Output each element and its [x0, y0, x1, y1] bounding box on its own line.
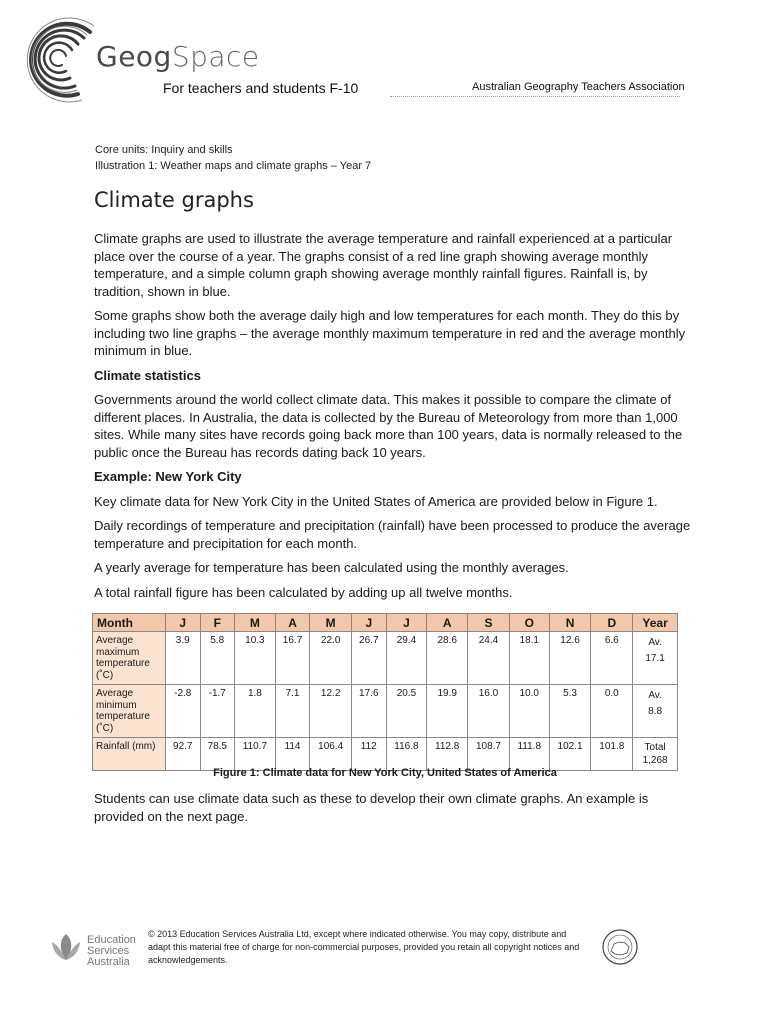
paragraph-5: Daily recordings of temperature and precipitation (rainfall) have been processed to produce the average temperature and precipitation for each month. — [94, 518, 691, 551]
table-cell: 10.3 — [235, 632, 276, 685]
document-meta — [95, 142, 371, 174]
table-cell: -1.7 — [200, 685, 235, 738]
table-cell: 5.3 — [549, 685, 591, 738]
header-month-cell: J — [166, 614, 201, 632]
figure-caption: Figure 1: Climate data for New York City, United States of America — [213, 767, 557, 779]
table-row — [93, 685, 678, 738]
row-label: Average maximum temperature (˚C) — [93, 632, 166, 685]
table-cell: 1.8 — [235, 685, 276, 738]
year-cell — [633, 738, 678, 771]
header-divider — [390, 96, 680, 98]
year-cell — [633, 632, 678, 685]
row-label: Average minimum temperature (˚C) — [93, 685, 166, 738]
table-cell: 12.2 — [310, 685, 352, 738]
paragraph-7: A total rainfall figure has been calculated by adding up all twelve months. — [94, 584, 513, 600]
paragraph-6: A yearly average for temperature has been calculated using the monthly averages. — [94, 560, 569, 575]
year-value: 1,268 — [642, 755, 668, 766]
table-cell: 6.6 — [591, 632, 633, 685]
year-label: Total — [644, 742, 666, 753]
header-month: Month — [93, 614, 166, 632]
table-cell: 3.9 — [166, 632, 201, 685]
table-cell: 7.1 — [275, 685, 310, 738]
table-cell: 28.6 — [427, 632, 468, 685]
brand-wordmark — [96, 40, 260, 73]
header-month-cell: J — [386, 614, 427, 632]
page-title: Climate graphs — [94, 188, 254, 212]
heading-climate-statistics: Climate statistics — [94, 367, 201, 383]
table-row — [93, 738, 678, 771]
header-month-cell: N — [549, 614, 591, 632]
header-month-cell: M — [235, 614, 276, 632]
header-month-cell: A — [427, 614, 468, 632]
header-year: Year — [633, 614, 678, 632]
table-cell: 18.1 — [509, 632, 549, 685]
header-month-cell: D — [591, 614, 633, 632]
table-cell: 78.5 — [200, 738, 235, 771]
table-cell: 110.7 — [235, 738, 276, 771]
header-month-cell: F — [200, 614, 235, 632]
header-month-cell: J — [352, 614, 387, 632]
year-value: 8.8 — [648, 706, 663, 717]
table-cell: 26.7 — [352, 632, 387, 685]
table-cell: 16.0 — [468, 685, 510, 738]
table-cell: 92.7 — [166, 738, 201, 771]
climate-data-table — [92, 613, 678, 771]
header-month-cell: O — [509, 614, 549, 632]
esa-line-3: Australia — [87, 956, 130, 968]
header-month-cell: A — [275, 614, 310, 632]
row-label: Rainfall (mm) — [93, 738, 166, 771]
copyright-notice: © 2013 Education Services Australia Ltd, except where indicated otherwise. You may copy, distribute and adapt this material free of charge for non-commercial purposes, provided you retain all copyright notices and acknowledgements. — [148, 929, 580, 965]
paragraph-3: Governments around the world collect climate data. This makes it possible to compare the climate of different places. In Australia, the data is collected by the Bureau of Meteorology from more than 1,000 sites. While many sites have records going back more than 100 years, data is normally released to the public once the Bureau has records dating back 10 years. — [94, 392, 683, 460]
table-cell: 106.4 — [310, 738, 352, 771]
paragraph-1: Climate graphs are used to illustrate the average temperature and rainfall experienced at a particular place over the course of a year. The graphs consist of a red line graph showing average monthly temperature, and a simple column graph showing average monthly rainfall figures. Rainfall is, by tradition, shown in blue. — [94, 231, 673, 299]
table-cell: 22.0 — [310, 632, 352, 685]
page-header — [0, 0, 770, 110]
esa-wordmark — [87, 935, 136, 968]
geogspace-swirl-logo-icon — [20, 14, 100, 104]
table-cell: 101.8 — [591, 738, 633, 771]
paragraph-4: Key climate data for New York City in the United States of America are provided below in Figure 1. — [94, 493, 658, 509]
header-month-cell: M — [310, 614, 352, 632]
core-unit-line: Core units: Inquiry and skills — [95, 144, 233, 156]
table-cell: 114 — [275, 738, 310, 771]
table-cell: 19.9 — [427, 685, 468, 738]
table-cell: 112 — [352, 738, 387, 771]
table-cell: 12.6 — [549, 632, 591, 685]
brand-main: Geog — [96, 40, 172, 73]
esa-line-2: Services — [87, 945, 130, 957]
table-cell: 5.8 — [200, 632, 235, 685]
illustration-line: Illustration 1: Weather maps and climate graphs – Year 7 — [95, 160, 372, 172]
body-content — [94, 230, 694, 608]
table-cell: 10.0 — [509, 685, 549, 738]
table-cell: -2.8 — [166, 685, 201, 738]
year-value: 17.1 — [645, 653, 665, 664]
brand-second: Space — [171, 40, 260, 73]
header-association: Australian Geography Teachers Association — [472, 81, 685, 93]
year-label: Av. — [648, 690, 662, 701]
header-tagline: For teachers and students F-10 — [163, 80, 359, 96]
table-cell: 17.6 — [352, 685, 387, 738]
table-cell: 16.7 — [275, 632, 310, 685]
year-cell — [633, 685, 678, 738]
esa-lotus-logo-icon — [48, 930, 84, 964]
table-cell: 0.0 — [591, 685, 633, 738]
agta-seal-icon — [600, 927, 640, 967]
table-row — [93, 632, 678, 685]
heading-example: Example: New York City — [94, 469, 242, 484]
esa-line-1: Education — [87, 934, 136, 946]
table-cell: 111.8 — [509, 738, 549, 771]
table-cell: 24.4 — [468, 632, 510, 685]
header-month-cell: S — [468, 614, 510, 632]
table-cell: 108.7 — [468, 738, 510, 771]
table-cell: 116.8 — [386, 738, 427, 771]
table-cell: 20.5 — [386, 685, 427, 738]
table-cell: 112.8 — [427, 738, 468, 771]
table-cell: 102.1 — [549, 738, 591, 771]
table-header-row — [93, 614, 678, 632]
year-label: Av. — [648, 637, 662, 648]
table-cell: 29.4 — [386, 632, 427, 685]
paragraph-2: Some graphs show both the average daily high and low temperatures for each month. They do this by including two line graphs – the average monthly maximum temperature in red and the average monthly minimum in blue. — [94, 308, 686, 358]
closing-paragraph: Students can use climate data such as these to develop their own climate graphs. An example is provided on the next page. — [94, 791, 649, 824]
